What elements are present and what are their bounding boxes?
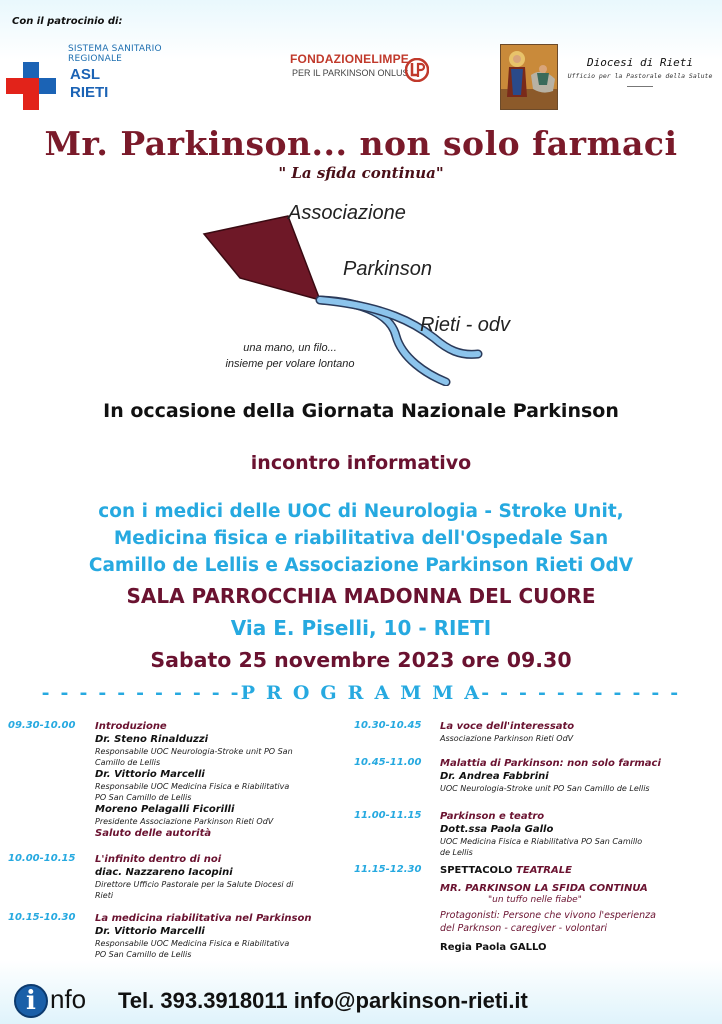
slot-time: 10.30-10.45: [354, 720, 422, 731]
show-subtitle: "un tuffo nelle fiabe": [488, 895, 582, 905]
info-label: nfo: [50, 984, 87, 1014]
speaker-name: Dott.ssa Paola Gallo: [440, 824, 554, 835]
association-name-line3: Rieti - odv: [420, 314, 511, 336]
slot-time: 10.45-11.00: [354, 757, 422, 768]
venue-name: SALA PARROCCHIA MADONNA DEL CUORE: [126, 584, 596, 608]
slot-time: 10.00-10.15: [8, 853, 76, 864]
speaker-role: Responsabile UOC Medicina Fisica e Riabilitativa: [95, 782, 290, 791]
speaker-role: Associazione Parkinson Rieti OdV: [440, 734, 574, 743]
speaker-role: PO San Camillo de Lellis: [95, 950, 192, 959]
show-title: MR. PARKINSON LA SFIDA CONTINUA: [440, 883, 648, 894]
patrocinio-label: Con il patrocinio di:: [12, 16, 123, 27]
asl-logo: [6, 44, 216, 114]
meeting-type: incontro informativo: [250, 452, 472, 474]
info-icon: i: [14, 984, 48, 1018]
protagonists-line1: Protagonisti: Persone che vivono l'esperienza: [440, 910, 656, 921]
divider: [627, 86, 653, 87]
speaker-role: Presidente Associazione Parkinson Rieti OdV: [95, 817, 274, 826]
speaker-role: Rieti: [95, 891, 114, 900]
asl-regional-label: SISTEMA SANITARIO REGIONALE: [68, 44, 162, 64]
slot-time: 09.30-10.00: [8, 720, 76, 731]
slot-time: 11.15-12.30: [354, 864, 422, 875]
religious-icon-image: [500, 44, 558, 110]
slot-extra: Saluto delle autorità: [95, 828, 212, 839]
event-title: Mr. Parkinson... non solo farmaci: [44, 124, 678, 163]
slot-time: 10.15-10.30: [8, 912, 76, 923]
occasion-heading: In occasione della Giornata Nazionale Parkinson: [103, 400, 619, 422]
venue-address: Via E. Piselli, 10 - RIETI: [230, 616, 492, 640]
slot-time: 11.00-11.15: [354, 810, 422, 821]
slot-topic: L'infinito dentro di noi: [95, 854, 222, 865]
association-name-line2: Parkinson: [343, 258, 432, 280]
diocesi-office: Ufficio per la Pastorale della Salute: [567, 72, 713, 80]
program-column-right: [354, 720, 714, 972]
slot-topic: Introduzione: [95, 721, 167, 732]
association-motto: [200, 340, 380, 372]
motto-line1: una mano, un filo...: [243, 342, 337, 354]
speaker-role: Responsabile UOC Medicina Fisica e Riabilitativa: [95, 939, 290, 948]
doctors-line2: Medicina fisica e riabilitativa dell'Ospedale San: [113, 528, 609, 549]
speaker-role: Camillo de Lellis: [95, 758, 161, 767]
speaker-name: Dr. Vittorio Marcelli: [95, 926, 205, 937]
program-column-left: [8, 720, 353, 970]
event-subtitle: " La sfida continua": [278, 164, 444, 182]
motto-line2: insieme per volare lontano: [225, 358, 355, 370]
speaker-role: Direttore Ufficio Pastorale per la Salute Diocesi di: [95, 880, 294, 889]
speaker-name: Moreno Pelagalli Ficorilli: [95, 804, 235, 815]
programme-heading: - - - - - - - - - - -P R O G R A M M A- - - - - - - - - - -: [41, 682, 681, 704]
doctors-line1: con i medici delle UOC di Neurologia - Stroke Unit,: [98, 501, 624, 522]
speaker-role: Responsabile UOC Neurologia-Stroke unit PO San: [95, 747, 293, 756]
asl-city: RIETI: [70, 84, 109, 101]
speaker-name: diac. Nazzareno Iacopini: [95, 867, 233, 878]
diocesi-logo: [565, 56, 715, 87]
limpe-mark-icon: [405, 58, 429, 82]
show-label-a: SPETTACOLO: [440, 865, 513, 876]
show-label: [440, 864, 714, 877]
event-date: Sabato 25 novembre 2023 ore 09.30: [150, 648, 572, 672]
limpe-subtitle: PER IL PARKINSON ONLUS: [292, 68, 409, 78]
limpe-name: FONDAZIONELIMPE: [290, 52, 409, 66]
doctors-description: [10, 498, 712, 579]
doctors-line3: Camillo de Lellis e Associazione Parkinson Rieti OdV: [88, 555, 634, 576]
association-name-line1: Associazione: [288, 202, 406, 224]
limpe-logo: [290, 52, 440, 96]
speaker-role: UOC Medicina Fisica e Riabilitativa PO San Camillo: [440, 837, 643, 846]
show-label-b: TEATRALE: [512, 865, 572, 876]
speaker-role: PO San Camillo de Lellis: [95, 793, 192, 802]
speaker-name: Dr. Andrea Fabbrini: [440, 771, 549, 782]
asl-cross-icon: [6, 62, 56, 110]
speaker-role: de Lellis: [440, 848, 473, 857]
footer-contacts: [0, 982, 722, 1024]
slot-topic: La voce dell'interessato: [440, 721, 575, 732]
speaker-name: Dr. Vittorio Marcelli: [95, 769, 205, 780]
slot-topic: Malattia di Parkinson: non solo farmaci: [440, 758, 661, 769]
speaker-role: UOC Neurologia-Stroke unit PO San Camillo de Lellis: [440, 784, 650, 793]
contact-details: Tel. 393.3918011 info@parkinson-rieti.it: [118, 988, 528, 1013]
asl-name: ASL: [70, 66, 100, 83]
diocesi-name: Diocesi di Rieti: [587, 56, 693, 69]
slot-topic: Parkinson e teatro: [440, 811, 545, 822]
director-credit: Regia Paola GALLO: [440, 942, 547, 953]
slot-topic: La medicina riabilitativa nel Parkinson: [95, 913, 312, 924]
speaker-name: Dr. Steno Rinalduzzi: [95, 734, 209, 745]
protagonists-line2: del Parknson - caregiver - volontari: [440, 923, 608, 934]
